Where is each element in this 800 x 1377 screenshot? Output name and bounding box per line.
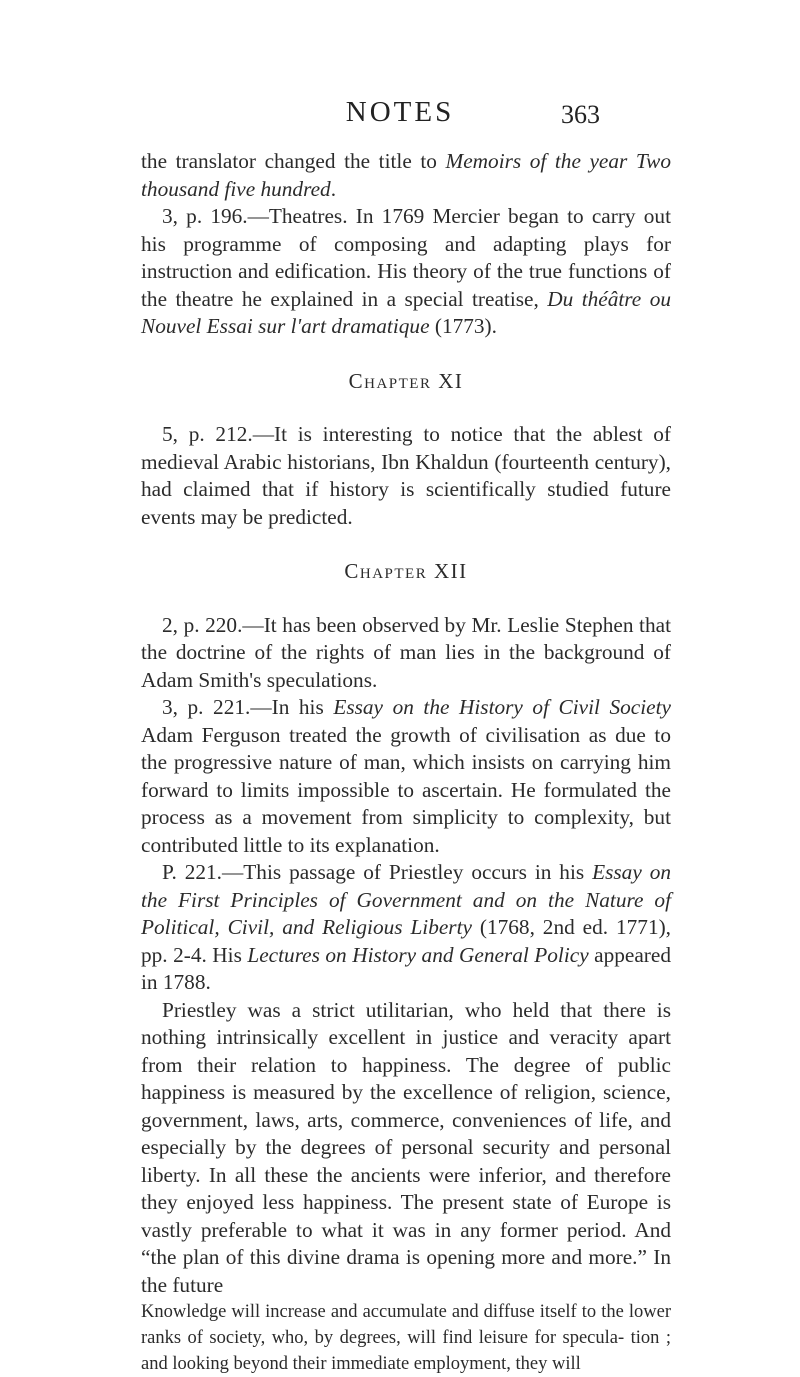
book-title: Memoirs of the year Two thousand five hundred: [141, 149, 671, 201]
page-body: [141, 148, 671, 1377]
note-leslie-stephen: 2, p. 220.—It has been observed by Mr. Leslie Stephen that the doctrine of the rights of man lies in the background of Adam Smith's speculations.: [141, 612, 671, 692]
block-quote: Knowledge will increase and accumulate and diffuse itself to the lower ranks of society, who, by degrees, will find leisure for specula- tion ; and looking beyond their immediate employment, they will: [141, 1302, 671, 1374]
chapter-heading-xi: Chapter XI: [348, 368, 464, 393]
note-priestley: P. 221.—This passage of Priestley occurs in his Essay on the First Principles of Government and on the Nature of Political, Civil, and Religious Liberty (1768, 2nd ed. 1771), pp. 2-4. His Lectures on History and General Policy appeared in 1788.: [141, 860, 672, 994]
note-ferguson: 3, p. 221.—In his Essay on the History of Civil Society Adam Ferguson treated the growth of civilisation as due to the progressive nature of man, which insists on carrying him forward to limits impossible to ascertain. He formulated the process as a movement from simplicity to complexity, but contributed little to its explanation.: [141, 695, 671, 857]
note-ibn-khaldun: 5, p. 212.—It is interesting to notice that the ablest of medieval Arabic historians, Ibn Khaldun (fourteenth century), had claimed that if history is scientifically studied future events may be predicted.: [141, 422, 671, 529]
book-title: Du théâtre ou Nouvel Essai sur l'art dramatique: [141, 286, 671, 338]
book-title: Essay on the First Principles of Government and on the Nature of Political, Civil, and Religious Liberty: [141, 860, 671, 939]
running-title: NOTES: [345, 96, 455, 128]
book-title: Essay on the History of Civil Society: [333, 695, 671, 719]
page-number: 363: [561, 100, 600, 129]
running-head: [0, 96, 800, 136]
book-title: Lectures on History and General Policy: [247, 942, 589, 967]
note-theatres: 3, p. 196.—Theatres. In 1769 Mercier began to carry out his programme of composing and adapting plays for instruction and edification. His theory of the true functions of the theatre he explained in a special treatise, Du théâtre ou Nouvel Essai sur l'art dramatique (1773).: [141, 204, 671, 338]
intro-paragraph: the translator changed the title to Memoirs of the year Two thousand five hundred.: [141, 149, 671, 201]
chapter-heading-xii: Chapter XII: [344, 559, 468, 583]
priestley-paragraph: Priestley was a strict utilitarian, who held that there is nothing intrinsically excellent in justice and veracity apart from their relation to happiness. The degree of public happiness is measured by the excellence of religion, science, government, laws, arts, commerce, conveniences of life, and especially by the degrees of personal security and personal liberty. In all these the ancients were inferior, and therefore they enjoyed less happiness. The present state of Europe is vastly preferable to what it was in any former period. And “the plan of this divine drama is opening more and more.” In the future: [141, 997, 671, 1297]
